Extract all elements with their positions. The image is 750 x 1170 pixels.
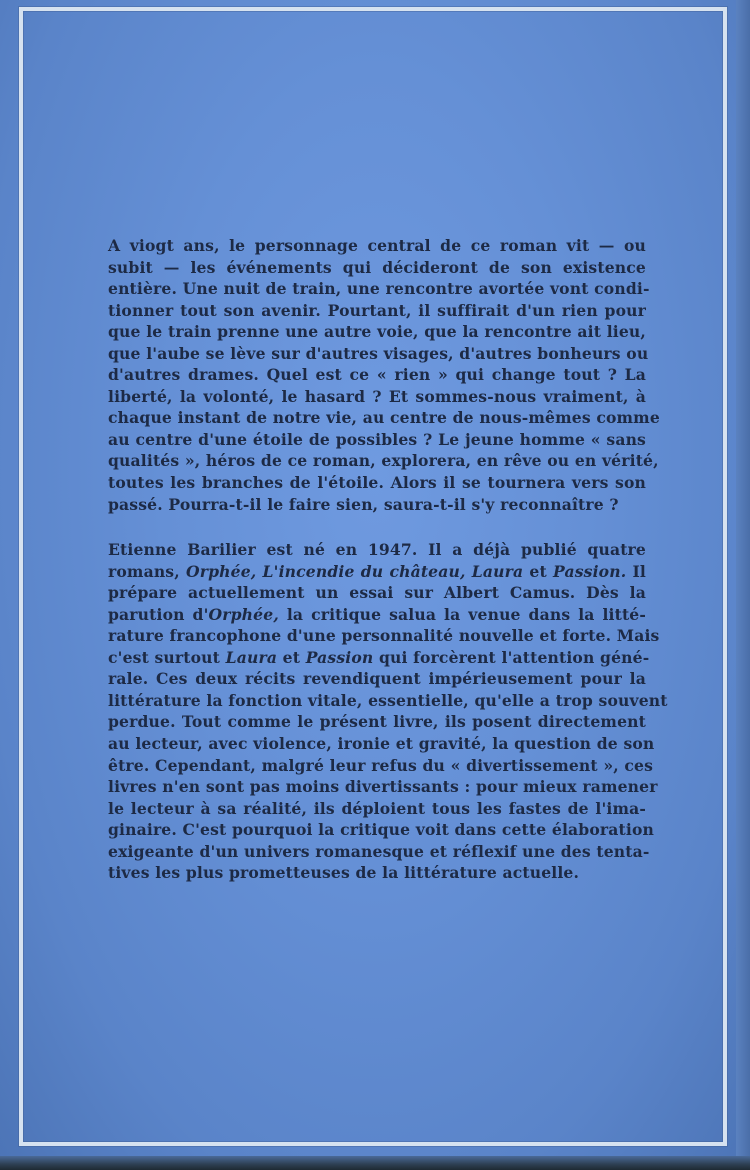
text-segment: parution d' xyxy=(108,604,209,624)
text-segment: être. Cependant, malgré leur refus du « divertissement », ces xyxy=(108,755,654,775)
cover-bottom-edge xyxy=(0,1156,750,1170)
text-line xyxy=(108,647,650,669)
text-line: chaque instant de notre vie, au centre de nous-mêmes comme xyxy=(108,408,660,428)
text-segment: prépare actuellement un essai sur Albert Camus. Dès la xyxy=(108,583,646,603)
text-segment: Il xyxy=(626,561,646,581)
text-segment: au lecteur, avec violence, ironie et gravité, la question de son xyxy=(108,734,655,754)
text-line: liberté, la volonté, le hasard ? Et sommes-nous vraiment, à xyxy=(108,386,646,406)
text-line xyxy=(108,733,655,755)
text-segment: romans, xyxy=(108,561,186,581)
text-line xyxy=(108,862,646,884)
text-segment: livres n'en sont pas moins divertissants : pour mieux ramener xyxy=(108,777,658,797)
text-line xyxy=(108,776,658,798)
text-segment: la critique salua la venue dans la litté- xyxy=(278,604,646,624)
text-line: subit — les événements qui décideront de son existence xyxy=(108,257,646,277)
text-line xyxy=(108,690,668,712)
text-segment: rale. Ces deux récits revendiquent impérieusement pour la xyxy=(108,669,646,689)
book-title-italic: Orphée, xyxy=(208,604,279,624)
text-segment: tives les plus prometteuses de la littérature actuelle. xyxy=(108,863,580,883)
text-line: au centre d'une étoile de possibles ? Le jeune homme « sans xyxy=(108,429,646,449)
text-line xyxy=(108,582,646,604)
text-line: toutes les branches de l'étoile. Alors il se tournera vers son xyxy=(108,473,646,493)
book-title-italic: Laura xyxy=(225,647,278,667)
text-segment: exigeante d'un univers romanesque et réflexif une des tenta- xyxy=(108,841,650,861)
text-line: A viogt ans, le personnage central de ce roman vit — ou xyxy=(108,236,646,255)
text-line: qualités », héros de ce roman, explorera, en rêve ou en vérité, xyxy=(108,451,659,471)
text-line xyxy=(108,841,650,863)
text-line xyxy=(108,798,646,820)
text-line xyxy=(108,668,646,690)
text-line: tionner tout son avenir. Pourtant, il suffirait d'un rien pour xyxy=(108,300,646,320)
text-segment: perdue. Tout comme le présent livre, ils posent directement xyxy=(108,712,646,732)
cover-right-edge xyxy=(736,0,750,1170)
text-line xyxy=(108,539,646,561)
text-segment: et xyxy=(277,647,306,667)
text-line: passé. Pourra-t-il le faire sien, saura-t-il s'y reconnaître ? xyxy=(108,494,619,514)
text-line: que le train prenne une autre voie, que la rencontre ait lieu, xyxy=(108,322,646,342)
text-segment: c'est surtout xyxy=(108,647,226,667)
synopsis-paragraph xyxy=(108,235,660,515)
text-segment: ginaire. C'est pourquoi la critique voit dans cette élaboration xyxy=(108,820,654,840)
book-title-italic: Passion. xyxy=(553,561,627,581)
text-line xyxy=(108,604,646,626)
text-segment: le lecteur à sa réalité, ils déploient tous les fastes de l'ima- xyxy=(108,798,646,818)
text-line: entière. Une nuit de train, une rencontre avortée vont condi- xyxy=(108,279,650,299)
blurb-text xyxy=(108,235,668,884)
author-bio-paragraph xyxy=(108,539,668,884)
text-line xyxy=(108,819,654,841)
text-line xyxy=(108,625,660,647)
text-line: que l'aube se lève sur d'autres visages, d'autres bonheurs ou xyxy=(108,343,649,363)
text-line xyxy=(108,561,646,583)
text-segment: Etienne Barilier est né en 1947. Il a déjà publié quatre xyxy=(108,540,646,560)
text-line xyxy=(108,711,646,733)
text-segment: rature francophone d'une personnalité nouvelle et forte. Mais xyxy=(108,626,660,646)
book-title-italic: Orphée, L'incendie du château, Laura xyxy=(186,561,524,581)
text-segment: littérature la fonction vitale, essentielle, qu'elle a trop souvent xyxy=(108,690,668,710)
text-line: d'autres drames. Quel est ce « rien » qui change tout ? La xyxy=(108,365,646,385)
text-segment: et xyxy=(523,561,554,581)
text-line xyxy=(108,755,654,777)
text-segment: qui forcèrent l'attention géné- xyxy=(373,647,650,667)
book-title-italic: Passion xyxy=(305,647,374,667)
